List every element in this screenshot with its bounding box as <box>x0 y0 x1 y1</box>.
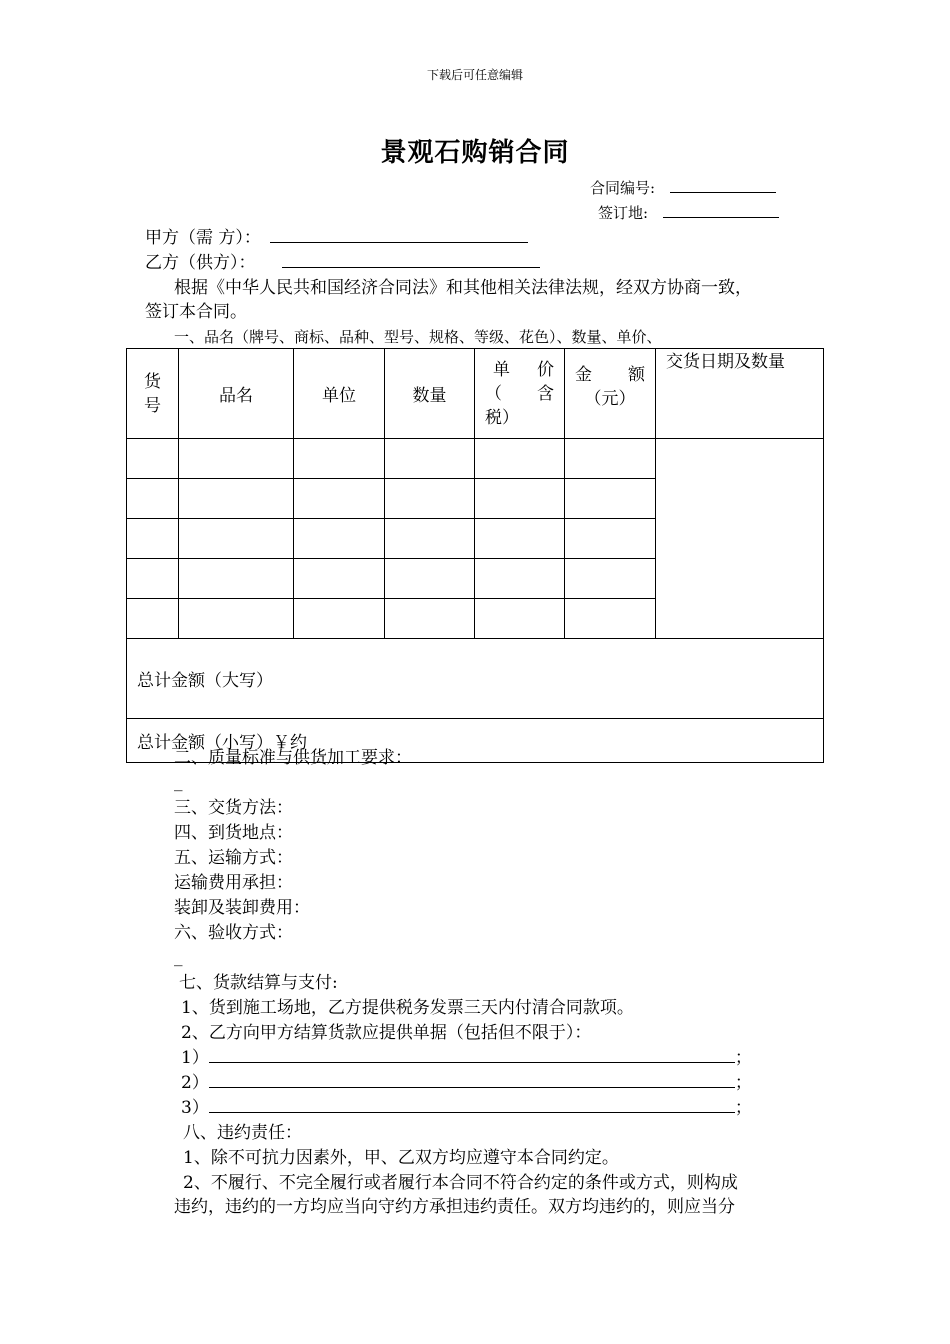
header-delivery: 交货日期及数量 <box>656 349 824 439</box>
section-8-item-2-line-2: 违约，违约的一方均应当向守约方承担违约责任。双方均违约的，则应当分 <box>174 1197 735 1217</box>
header-amount: 金 额 （元） <box>565 349 656 439</box>
document-line-2: 2） ； <box>181 1073 752 1093</box>
header-item-no: 货 号 <box>127 349 179 439</box>
section-7-item-2: 2、乙方向甲方结算货款应提供单据（包括但不限于）： <box>181 1023 592 1043</box>
section-7-heading: 七、货款结算与支付: <box>179 973 338 993</box>
document-field-3[interactable] <box>209 1096 735 1113</box>
total-upper-cell[interactable]: 总计金额（大写） <box>127 639 824 719</box>
party-a-line <box>145 226 528 251</box>
contract-number-label: 合同编号: <box>590 179 656 197</box>
sign-place-line <box>598 202 779 223</box>
sign-place-label: 签订地: <box>598 204 649 222</box>
delivery-cell[interactable] <box>656 439 824 639</box>
party-b-label: 乙方（供方）： <box>145 253 256 273</box>
section-6-heading: 六、验收方式： <box>174 923 293 943</box>
document-title: 景观石购销合同 <box>380 138 570 168</box>
section-5-heading: 五、运输方式： <box>174 848 293 868</box>
section-8-item-2-line-1: 2、不履行、不完全履行或者履行本合同不符合约定的条件或方式，则构成 <box>183 1173 738 1193</box>
header-unit: 单位 <box>294 349 385 439</box>
document-line-3: 3） ； <box>181 1098 752 1118</box>
sign-place-field[interactable] <box>663 203 779 218</box>
section-2-heading: 二、质量标准与供货加工要求： <box>174 748 412 768</box>
goods-table <box>126 348 824 763</box>
section-4-heading: 四、到货地点： <box>174 823 293 843</box>
header-unit-price: 单 价 （ 含 税） <box>475 349 565 439</box>
contract-number-line <box>590 177 776 198</box>
section-2-blank[interactable]: _ <box>174 772 183 792</box>
party-a-field[interactable] <box>270 228 528 243</box>
party-a-label: 甲方（需 方）： <box>145 228 261 248</box>
section-8-item-1: 1、除不可抗力因素外，甲、乙双方均应遵守本合同约定。 <box>183 1148 619 1168</box>
section-6-blank[interactable]: _ <box>174 947 183 967</box>
total-upper-row <box>127 639 824 719</box>
table-header-row <box>127 349 824 439</box>
transport-cost-line: 运输费用承担： <box>174 873 293 893</box>
intro-line-2: 签订本合同。 <box>145 302 247 322</box>
document-field-1[interactable] <box>209 1046 735 1063</box>
header-quantity: 数量 <box>385 349 475 439</box>
contract-number-field[interactable] <box>670 178 776 193</box>
section-3-heading: 三、交货方法： <box>174 798 293 818</box>
table-row <box>127 439 824 479</box>
document-line-1: 1） ； <box>181 1048 752 1068</box>
party-b-field[interactable] <box>282 253 540 268</box>
section-1-heading: 一、品名（牌号、商标、品种、型号、规格、等级、花色）、数量、单价、 <box>174 328 662 346</box>
loading-cost-line: 装卸及装卸费用： <box>174 898 310 918</box>
header-note: 下载后可任意编辑 <box>426 68 523 82</box>
party-b-line <box>145 251 540 276</box>
section-7-item-1: 1、货到施工场地，乙方提供税务发票三天内付清合同款项。 <box>181 998 634 1018</box>
section-8-heading: 八、违约责任： <box>183 1123 302 1143</box>
header-product-name: 品名 <box>179 349 294 439</box>
total-lower-cell[interactable]: 总计金额（小写）￥约 <box>127 719 824 763</box>
intro-line-1: 根据《中华人民共和国经济合同法》和其他相关法律法规，经双方协商一致， <box>174 278 752 298</box>
document-field-2[interactable] <box>209 1071 735 1088</box>
